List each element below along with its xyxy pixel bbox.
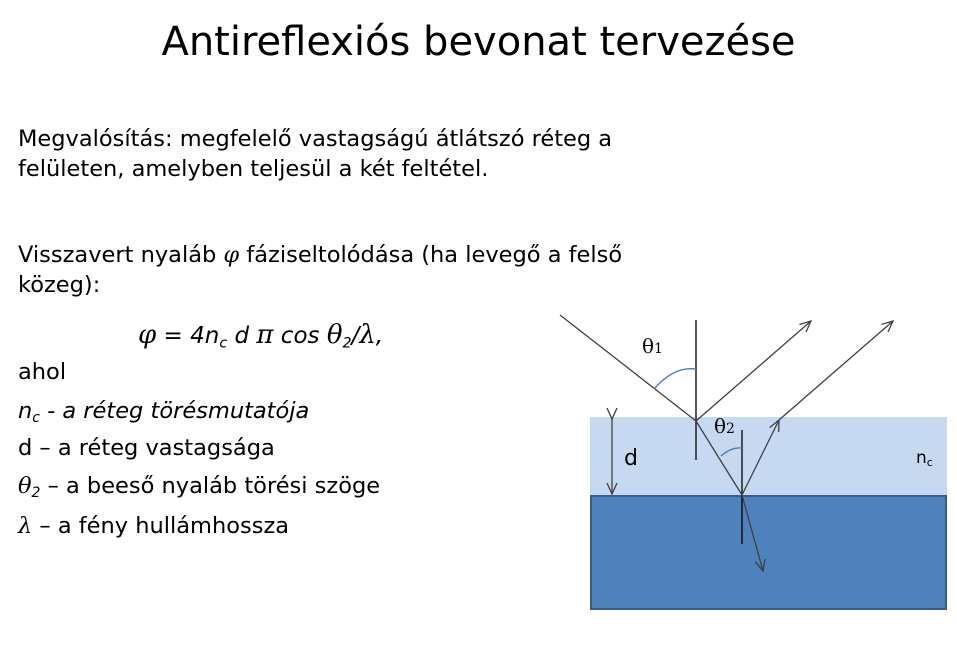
formula-slash: /: [351, 323, 360, 349]
reflected-ray-2: [779, 321, 893, 420]
formula-n-sub: c: [219, 335, 228, 352]
nc-symbol: n: [916, 448, 927, 468]
definition-lambda-sym: λ: [18, 513, 33, 539]
theta1-symbol: θ: [642, 334, 655, 358]
formula-cos: cos: [273, 323, 327, 349]
formula-eq: = 4n: [156, 323, 220, 349]
theta1-arc: [654, 369, 696, 389]
formula-lambda: λ: [359, 320, 376, 350]
coating-layer: [590, 417, 947, 496]
formula-theta-sub: 2: [342, 335, 352, 352]
nc-label: [916, 448, 933, 469]
theta2-sub: 2: [726, 421, 735, 437]
theta2-label: [714, 414, 735, 438]
phi-symbol: φ: [223, 242, 240, 268]
definition-theta2-text: – a beeső nyaláb törési szöge: [40, 473, 381, 499]
page-title: Antireflexiós bevonat tervezése: [161, 19, 796, 65]
intro-line-2: felületen, amelyben teljesül a két feltétel.: [18, 156, 489, 182]
formula-comma: ,: [375, 323, 384, 349]
phase-text-before: Visszavert nyaláb: [18, 242, 224, 268]
thickness-label: d: [624, 446, 638, 471]
theta1-label: [642, 334, 663, 358]
incident-ray: [560, 315, 696, 421]
reflected-ray-1: [696, 321, 811, 421]
definition-theta2-sub: 2: [31, 485, 41, 502]
phase-line-2: közeg):: [18, 272, 101, 298]
definition-d: d – a réteg vastagsága: [18, 435, 275, 461]
definition-theta2-sym: θ: [18, 473, 32, 499]
where-label: ahol: [18, 359, 67, 385]
definition-nc-sub: c: [32, 410, 40, 427]
intro-line-1: Megvalósítás: megfelelő vastagságú átlátszó réteg a: [18, 126, 613, 152]
nc-sub: c: [926, 456, 933, 469]
definition-lambda-text: – a fény hullámhossza: [32, 513, 290, 539]
definition-nc-text: - a réteg törésmutatója: [39, 398, 310, 424]
phase-text-after: fáziseltolódása (ha levegő a felső: [239, 242, 623, 268]
definition-nc-sym: n: [18, 398, 33, 424]
theta2-symbol: θ: [714, 414, 727, 438]
substrate-block: [591, 496, 946, 609]
theta1-sub: 1: [654, 341, 663, 357]
formula-d: d: [227, 323, 257, 349]
formula-pi: π: [256, 320, 274, 350]
formula-theta: θ: [326, 320, 343, 350]
formula-phi: φ: [138, 320, 157, 350]
